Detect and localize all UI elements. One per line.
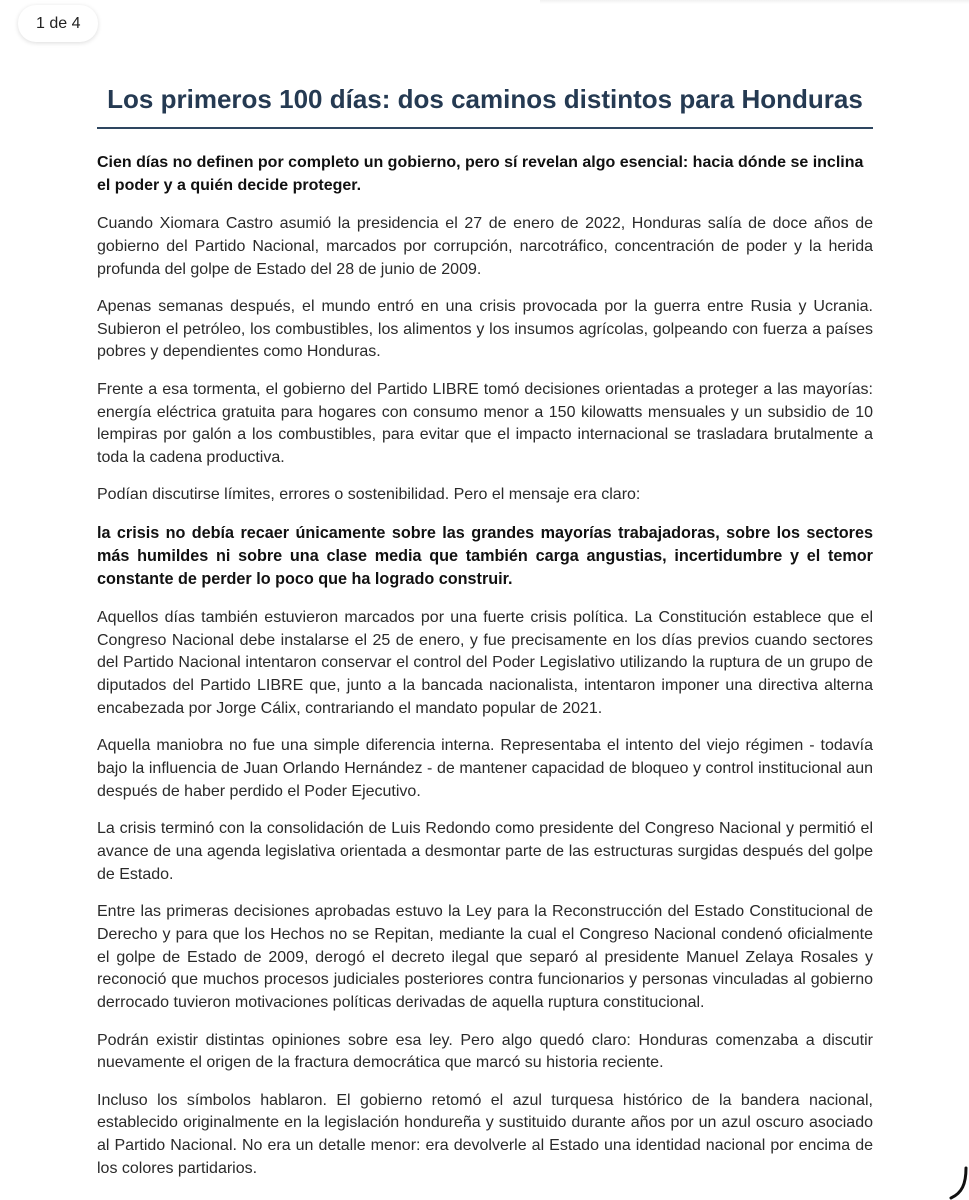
paragraph: La crisis terminó con la consolidación de Luis Redondo como presidente del Congreso Nacional y permitió el avance de una agenda legislativa orientada a desmontar parte de las estructuras surgidas después del golpe de Estado. [97, 820, 873, 883]
paragraph: Podían discutirse límites, errores o sostenibilidad. Pero el mensaje era claro: [97, 486, 641, 504]
page-corner-curl-icon [929, 1160, 969, 1200]
paragraph: Incluso los símbolos hablaron. El gobierno retomó el azul turquesa histórico de la bandera nacional, establecido originalmente en la legislación hondureña y sustituido durante años por un azul oscuro asociado al Partido Nacional. No era un detalle menor: era devolverle al Estado una identidad nacional por encima de los colores partidarios. [97, 1091, 873, 1177]
paragraph: Podrán existir distintas opiniones sobre esa ley. Pero algo quedó claro: Honduras comenzaba a discutir nuevamente el origen de la fractura democrática que marcó su historia reciente. [97, 1031, 873, 1072]
document-page [97, 78, 873, 1195]
paragraph: Entre las primeras decisiones aprobadas estuvo la Ley para la Reconstrucción del Estado Constitucional de Derecho y para que los Hechos no se Repitan, mediante la cual el Congreso Nacional condenó oficialmente el golpe de Estado de 2009, derogó el decreto ilegal que separó al presidente Manuel Zelaya Rosales y reconoció que muchos procesos judiciales posteriores contra funcionarios y personas vinculadas al gobierno derrocado tuvieron motivaciones políticas derivadas de aquella ruptura constitucional. [97, 903, 873, 1012]
document-title: Los primeros 100 días: dos caminos distintos para Honduras [107, 84, 863, 114]
lead-paragraph: Cien días no definen por completo un gobierno, pero sí revelan algo esencial: hacia dónde se inclina el poder y a quién decide proteger. [97, 154, 864, 194]
viewer-top-edge [540, 0, 969, 4]
page-counter-badge: 1 de 4 [18, 5, 98, 42]
paragraph: Aquellos días también estuvieron marcados por una fuerte crisis política. La Constitución establece que el Congreso Nacional debe instalarse el 25 de enero, y fue precisamente en los días previos cuando sectores del Partido Nacional intentaron conservar el control del Poder Legislativo utilizando la ruptura de un grupo de diputados del Partido LIBRE que, junto a la bancada nacionalista, intentaron imponer una directiva alterna encabezada por Jorge Cálix, contrariando el mandato popular de 2021. [97, 608, 873, 717]
paragraph: Apenas semanas después, el mundo entró en una crisis provocada por la guerra entre Rusia y Ucrania. Subieron el petróleo, los combustibles, los alimentos y los insumos agrícolas, golpeando con fuerza a países pobres y dependientes como Honduras. [97, 297, 873, 361]
paragraph: Frente a esa tormenta, el gobierno del Partido LIBRE tomó decisiones orientadas a proteger a las mayorías: energía eléctrica gratuita para hogares con consumo menor a 150 kilowatts mensuales y un subsidio de 10 lempiras por galón a los combustibles, para evitar que el impacto internacional se trasladara brutalmente a toda la cadena productiva. [97, 380, 873, 467]
title-divider [97, 127, 873, 129]
emphasized-paragraph: la crisis no debía recaer únicamente sobre las grandes mayorías trabajadoras, sobre los sectores más humildes ni sobre una clase media que también carga angustias, incertidumbre y el temor constante de perder lo poco que ha logrado construir. [97, 523, 873, 588]
paragraph: Aquella maniobra no fue una simple diferencia interna. Representaba el intento del viejo régimen - todavía bajo la influencia de Juan Orlando Hernández - de mantener capacidad de bloqueo y control institucional aun después de haber perdido el Poder Ejecutivo. [97, 737, 873, 800]
paragraph: Cuando Xiomara Castro asumió la presidencia el 27 de enero de 2022, Honduras salía de doce años de gobierno del Partido Nacional, marcados por corrupción, narcotráfico, concentración de poder y la herida profunda del golpe de Estado del 28 de junio de 2009. [97, 215, 873, 278]
